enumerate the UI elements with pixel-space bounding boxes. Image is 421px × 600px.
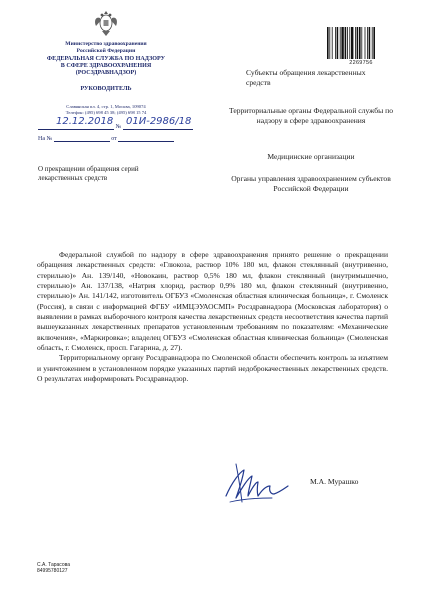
barcode-bar	[345, 27, 347, 59]
recipient-item: Территориальные органы Федеральной службы по надзору в сфере здравоохранения	[228, 106, 394, 125]
barcode-bar	[327, 27, 329, 59]
agency-address	[40, 104, 172, 116]
barcode-bar	[355, 27, 356, 59]
reference-label: На №	[38, 136, 53, 142]
reference-line	[54, 134, 110, 142]
body-paragraph: Территориальному органу Росздравнадзора по Смоленской области обеспечить контроль за изъятием и уничтожением в установленном порядке указанных партий недоброкачественных лекарственных средств. О результатах информировать Росздравнадзор.	[37, 353, 388, 384]
barcode-bar	[329, 27, 330, 59]
barcode-bar	[367, 27, 368, 59]
number-label: №	[115, 124, 122, 130]
agency-name	[36, 56, 176, 78]
reference-from-label: от	[111, 136, 117, 142]
handwritten-signature	[222, 452, 292, 508]
executor-info	[37, 562, 70, 574]
head-title: РУКОВОДИТЕЛЬ	[80, 86, 132, 92]
barcode-bar	[359, 27, 361, 59]
barcode-bar	[372, 27, 373, 59]
agency-line-2: В СФЕРЕ ЗДРАВООХРАНЕНИЯ	[60, 63, 152, 70]
barcode-bar	[369, 27, 371, 59]
recipient-item: Субъекты обращения лекарственных средств	[246, 68, 366, 87]
ministry-name	[40, 41, 172, 54]
address-line-2: Телефон: (495) 698 45 38; (495) 698 15 74	[65, 110, 147, 115]
handwritten-date: 12.12.2018	[56, 116, 114, 127]
barcode-bar	[347, 27, 348, 59]
letter-subject: О прекращении обращения серий лекарственных средств	[38, 165, 139, 182]
barcode	[327, 27, 395, 59]
ministry-line-2: Российской Федерации	[76, 47, 136, 54]
barcode-bar	[332, 27, 333, 59]
agency-line-1: ФЕДЕРАЛЬНАЯ СЛУЖБА ПО НАДЗОРУ	[46, 56, 166, 62]
letter-body	[37, 250, 388, 384]
recipient-item: Органы управления здравоохранением субъектов Российской Федерации	[231, 174, 391, 193]
barcode-bar	[337, 27, 339, 59]
barcode-bar	[341, 27, 343, 59]
barcode-bar	[365, 27, 366, 59]
barcode-bar	[335, 27, 336, 59]
reference-date-line	[118, 134, 174, 142]
body-paragraph: Федеральной службой по надзору в сфере здравоохранения принято решение о прекращении обращения лекарственных средств: «Глюкоза, раствор 10% 180 мл, флакон стеклянный (внутривенно, стерильно)» Ан. 139/140, «Новокаин, раствор 0,5% 180 мл, флакон стеклянный (внутримышечно, стерильно)» Ан. 137/138, «Натрия хлорид, раствор 0,9% 180 мл, флакон стеклянный (внутривенно, стерильно)» Ан. 141/142, изготовитель ОГБУЗ «Смоленская областная клиническая больница», г. Смоленск (Россия), в связи с информацией ФГБУ «ИМЦЭУАОСМП» Росздравнадзора (Московская лаборатория) о выявлении в рамках выборочного контроля качества лекарственных средств несоответствия качества партий вышеуказанных лекарственных препаратов установленным требованиям по показателям: «Механические включения», «Маркировка»; владелец ОГБУЗ «Смоленская областная клиническая больница» (Смоленская область, г. Смоленск, просп. Гагарина, д. 27).	[37, 250, 388, 353]
reference-row	[38, 134, 174, 142]
address-line-1: Славянская пл. 4, стр. 1, Москва, 109074	[66, 104, 146, 109]
barcode-bar	[340, 27, 341, 59]
ministry-line-1: Министерство здравоохранения	[65, 41, 147, 47]
recipient-item: Медицинские организации	[267, 152, 355, 161]
executor-name: С.А. Тарасова	[37, 562, 71, 568]
agency-line-3: (РОСЗДРАВНАДЗОР)	[75, 70, 137, 77]
coat-of-arms-icon	[92, 8, 120, 38]
handwritten-number: 01И-2986/18	[126, 116, 192, 127]
barcode-bar	[373, 27, 375, 59]
barcode-bar	[351, 27, 353, 59]
barcode-bar	[349, 27, 350, 59]
executor-phone: 84995780127	[37, 568, 68, 574]
barcode-bar	[357, 27, 359, 59]
barcode-bar	[361, 27, 362, 59]
barcode-number: 2269756	[349, 60, 373, 66]
signatory-name: М.А. Мурашко	[310, 477, 359, 486]
